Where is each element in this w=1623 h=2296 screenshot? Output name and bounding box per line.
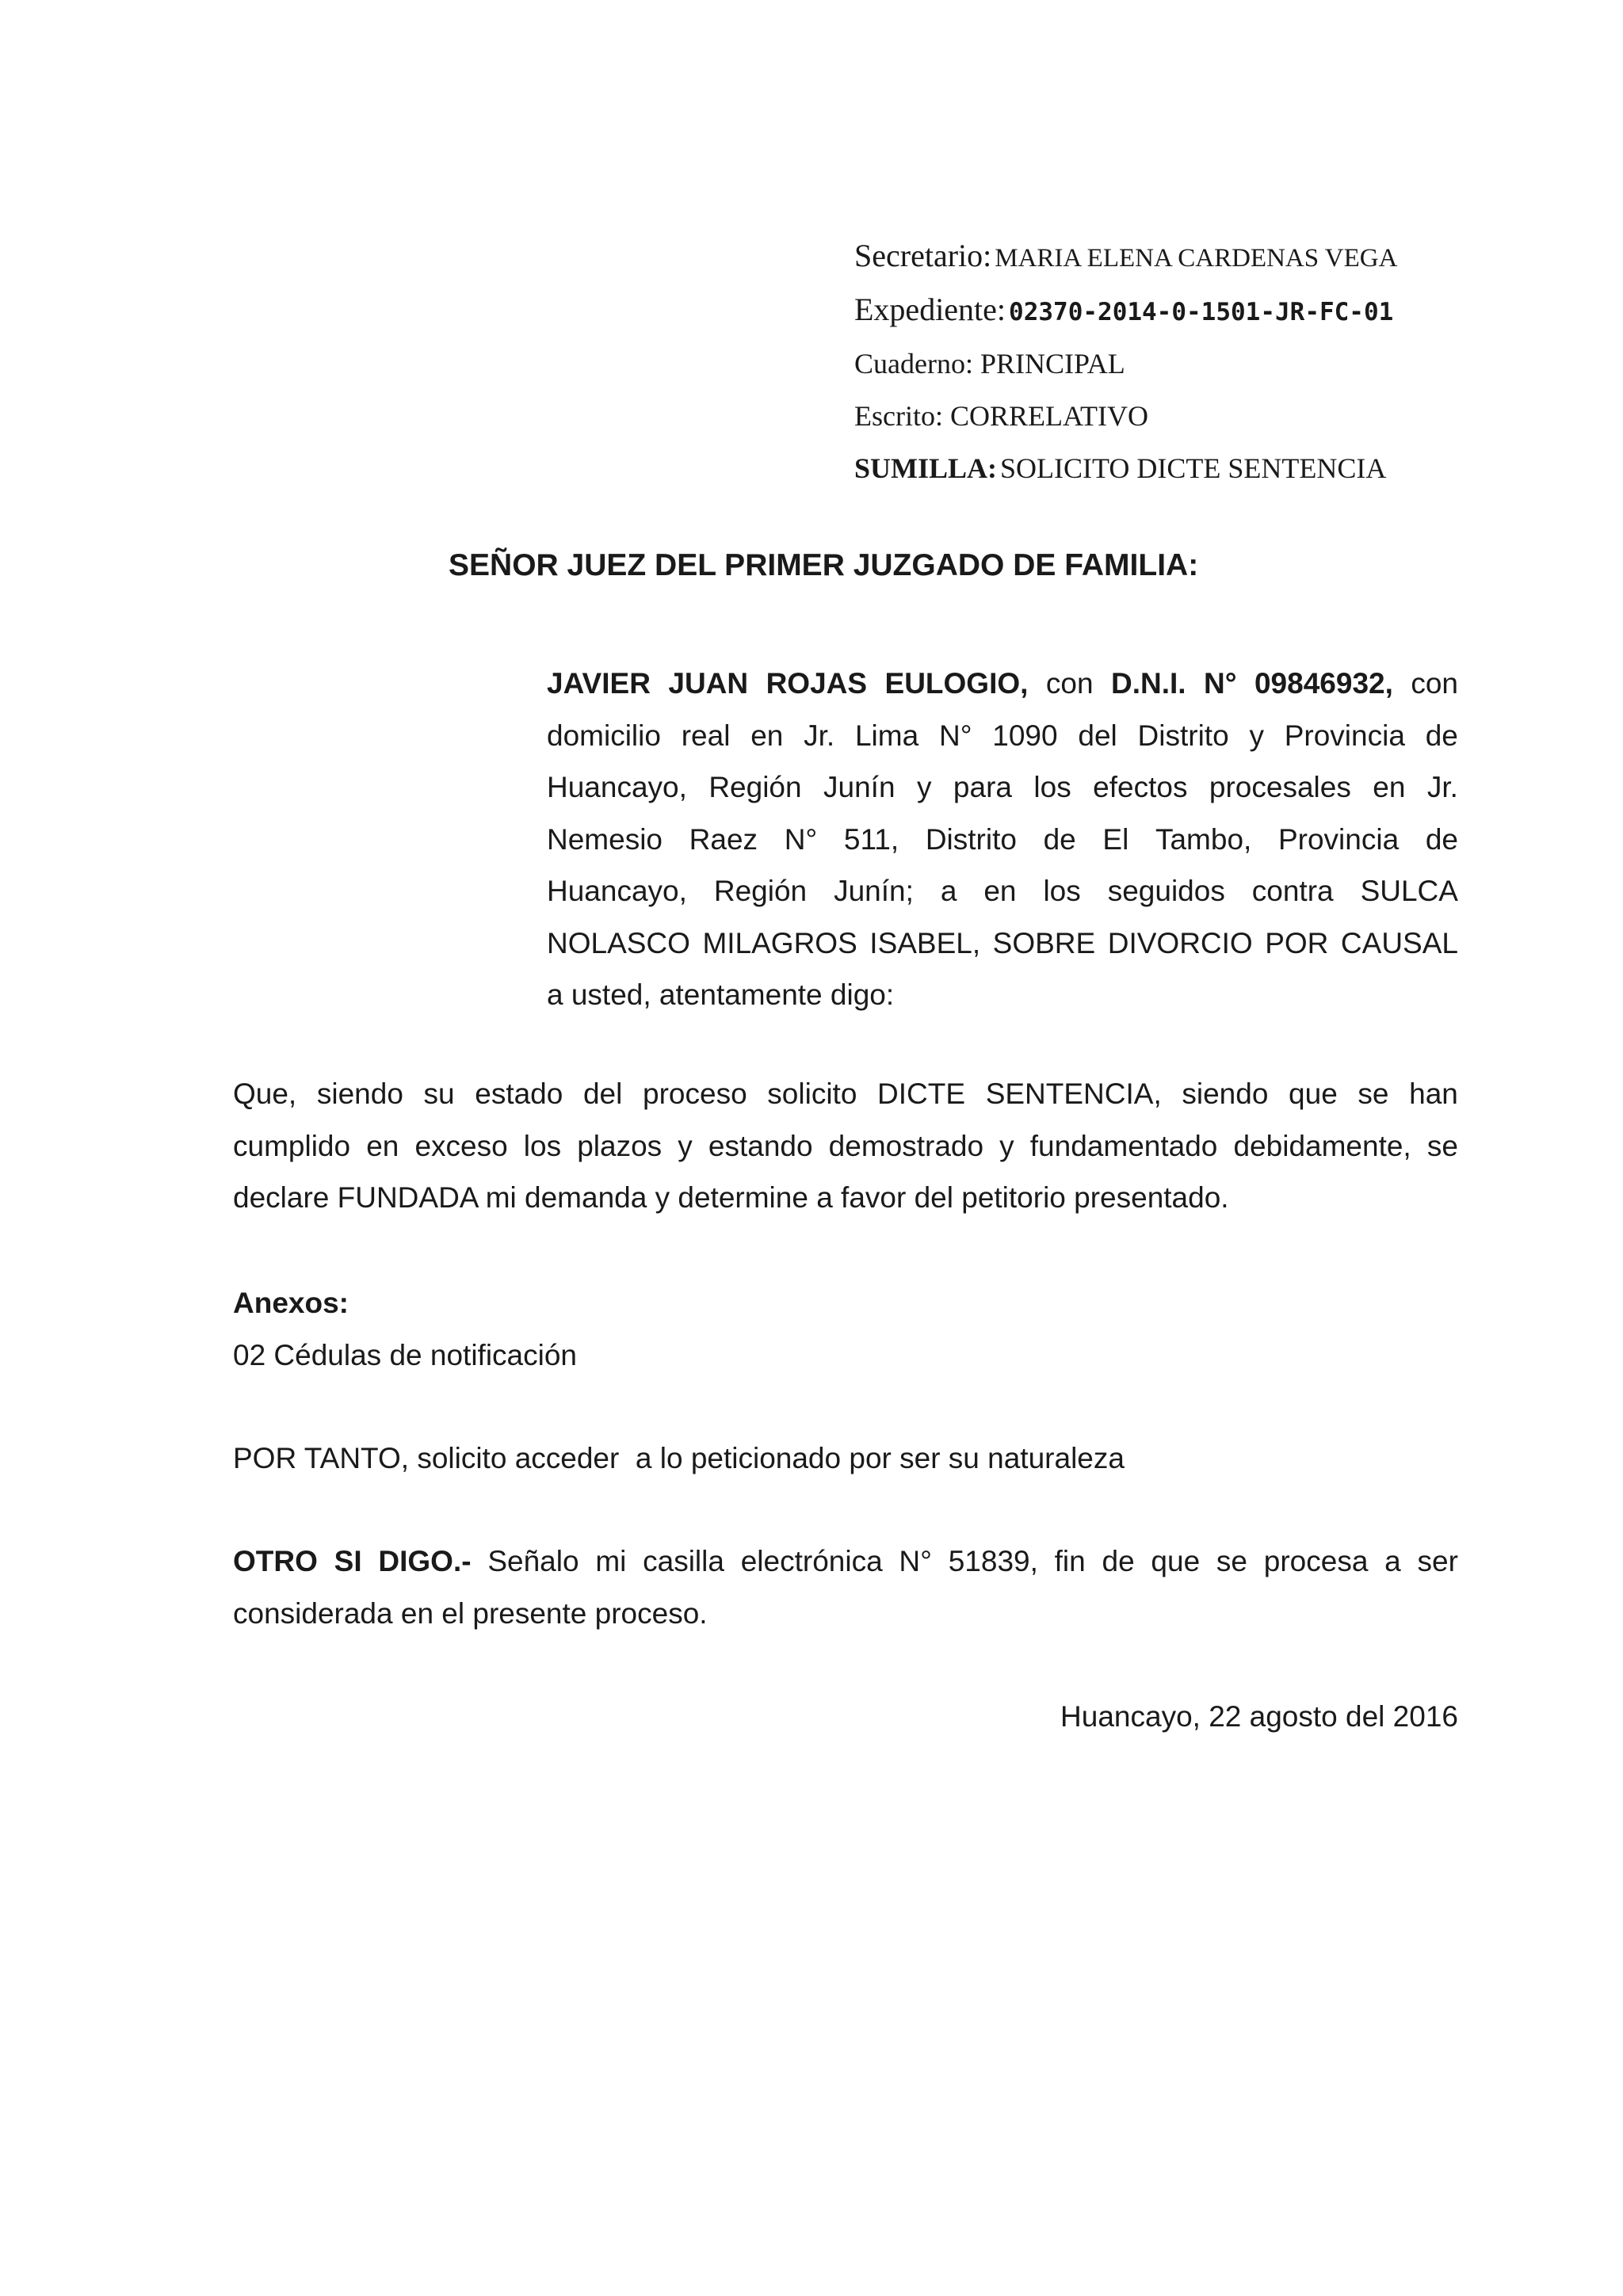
intro-word: D.N.I. xyxy=(1110,667,1186,700)
otrosi-word: N° xyxy=(899,1545,932,1577)
intro-word: de xyxy=(1425,719,1458,752)
intro-line-5 xyxy=(547,865,1458,917)
petition-word: del xyxy=(582,1077,623,1110)
otrosi-line-2: considerada en el presente proceso. xyxy=(233,1596,708,1630)
intro-word: JAVIER xyxy=(547,667,651,700)
intro-word: en xyxy=(1373,771,1406,803)
intro-word: N° xyxy=(784,822,818,856)
petition-word: se xyxy=(1358,1077,1389,1110)
intro-line-2 xyxy=(547,710,1458,762)
otrosi-word: fin xyxy=(1054,1545,1086,1577)
intro-word: de xyxy=(1425,822,1458,856)
case-header xyxy=(854,230,1568,494)
intro-word: ISABEL, xyxy=(869,926,981,959)
petition-word: en xyxy=(366,1129,399,1162)
intro-word: efectos xyxy=(1093,771,1188,803)
intro-word: JUAN xyxy=(668,667,749,700)
intro-word: los xyxy=(1043,875,1081,907)
sumilla-label: SUMILLA: xyxy=(854,452,998,484)
intro-word: domicilio xyxy=(547,719,661,752)
petition-word: siendo xyxy=(1182,1077,1269,1110)
petition-word: solicito xyxy=(767,1077,857,1110)
document-date: Huancayo, 22 agosto del 2016 xyxy=(1060,1700,1458,1733)
petition-word: proceso xyxy=(643,1077,747,1110)
otrosi-word: DIGO.- xyxy=(378,1545,472,1577)
petition-word: debidamente, xyxy=(1233,1129,1411,1162)
otrosi-word: de xyxy=(1102,1545,1135,1577)
intro-word: CAUSAL xyxy=(1340,926,1458,959)
petition-word: estado xyxy=(475,1077,563,1110)
intro-word: SOBRE xyxy=(992,926,1096,959)
intro-line-4 xyxy=(547,814,1458,866)
petition-line-2 xyxy=(233,1120,1458,1173)
intro-word: para xyxy=(953,771,1012,803)
secretario-label: Secretario: xyxy=(854,238,992,273)
petition-line-1 xyxy=(233,1068,1458,1120)
anexos-item: 02 Cédulas de notificación xyxy=(233,1338,578,1371)
por-tanto-section xyxy=(233,1432,1458,1485)
otrosi-word: se xyxy=(1216,1545,1247,1577)
anexos-section xyxy=(233,1277,1458,1381)
cuaderno-line: Cuaderno: PRINCIPAL xyxy=(854,348,1125,379)
expediente-value: 02370-2014-0-1501-JR-FC-01 xyxy=(1009,298,1394,326)
otrosi-word: a xyxy=(1384,1545,1401,1577)
expediente-label: Expediente: xyxy=(854,292,1006,327)
intro-word: Junín xyxy=(823,771,896,803)
intro-line-7: a usted, atentamente digo: xyxy=(547,978,895,1011)
petition-word: Que, xyxy=(233,1077,297,1110)
intro-word: Región xyxy=(708,771,802,803)
intro-word: Provincia xyxy=(1277,822,1400,856)
document-title: SEÑOR JUEZ DEL PRIMER JUZGADO DE FAMILIA: xyxy=(449,548,1199,582)
petition-word: cumplido xyxy=(233,1129,351,1162)
intro-word: Tambo, xyxy=(1155,822,1252,856)
intro-word: SULCA xyxy=(1360,875,1458,907)
intro-word: y xyxy=(1249,719,1264,752)
petition-word: fundamentado xyxy=(1029,1129,1218,1162)
intro-word: Distrito xyxy=(1137,719,1229,752)
petition-word: demostrado xyxy=(828,1129,984,1162)
petition-word: se xyxy=(1426,1129,1458,1162)
petition-word: SENTENCIA, xyxy=(985,1077,1162,1110)
petition-word: DICTE xyxy=(877,1077,966,1110)
intro-line-1 xyxy=(547,658,1458,710)
intro-word: los xyxy=(1033,771,1071,803)
expediente-line xyxy=(854,282,1568,338)
intro-line-3 xyxy=(547,761,1458,814)
intro-word: con xyxy=(1045,667,1094,700)
intro-word: N° xyxy=(938,719,972,752)
intro-word: del xyxy=(1078,719,1117,752)
intro-word: Jr. xyxy=(1426,771,1458,803)
intro-word: Región xyxy=(713,875,808,907)
petition-word: los xyxy=(523,1129,562,1162)
intro-word: El xyxy=(1102,822,1129,856)
secretario-line xyxy=(854,230,1568,282)
intro-word: Junín; xyxy=(834,875,914,907)
intro-word: Raez xyxy=(689,822,758,856)
intro-word: 1090 xyxy=(992,719,1058,752)
intro-word: 511, xyxy=(843,822,899,856)
intro-word: contra xyxy=(1251,875,1334,907)
intro-word: N° xyxy=(1204,667,1237,700)
intro-word: a xyxy=(940,875,957,907)
anexos-heading: Anexos: xyxy=(233,1287,349,1319)
intro-word: Jr. xyxy=(804,719,835,752)
otrosi-word: 51839, xyxy=(948,1545,1038,1577)
escrito-line: Escrito: CORRELATIVO xyxy=(854,400,1148,432)
otrosi-word: Señalo xyxy=(487,1545,579,1577)
intro-word: en xyxy=(750,719,784,752)
intro-paragraph xyxy=(547,658,1458,1021)
intro-word: Distrito xyxy=(925,822,1017,856)
otrosi-word: mi xyxy=(595,1545,627,1577)
petition-word: exceso xyxy=(414,1129,508,1162)
otrosi-word: electrónica xyxy=(740,1545,883,1577)
por-tanto-text: POR TANTO, solicito acceder a lo peticionado por ser su naturaleza xyxy=(233,1442,1125,1474)
intro-word: DIVORCIO xyxy=(1107,926,1253,959)
secretario-value: MARIA ELENA CARDENAS VEGA xyxy=(995,244,1398,273)
intro-word: EULOGIO, xyxy=(884,667,1029,700)
sumilla-value: SOLICITO DICTE SENTENCIA xyxy=(1000,452,1387,484)
petition-line-3: declare FUNDADA mi demanda y determine a favor del petitorio presentado. xyxy=(233,1181,1229,1214)
petition-paragraph xyxy=(233,1068,1458,1224)
otrosi-word: SI xyxy=(334,1545,362,1577)
dni-number: 09846932, xyxy=(1254,667,1393,700)
otrosi-word: procesa xyxy=(1263,1545,1369,1577)
petition-word: su xyxy=(423,1077,455,1110)
intro-word: MILAGROS xyxy=(702,926,857,959)
petition-word: que xyxy=(1289,1077,1338,1110)
intro-word: Huancayo, xyxy=(547,771,687,803)
petition-word: siendo xyxy=(316,1077,403,1110)
otrosi-word: que xyxy=(1151,1545,1201,1577)
intro-line-6 xyxy=(547,917,1458,970)
intro-word: en xyxy=(983,875,1017,907)
otrosi-word: casilla xyxy=(643,1545,724,1577)
intro-word: Lima xyxy=(854,719,919,752)
petition-word: plazos xyxy=(577,1129,663,1162)
petition-word: han xyxy=(1409,1077,1458,1110)
otro-si-digo-section xyxy=(233,1535,1458,1639)
intro-word: real xyxy=(681,719,731,752)
sumilla-line xyxy=(854,442,1568,494)
intro-word: procesales xyxy=(1209,771,1351,803)
intro-word: POR xyxy=(1265,926,1329,959)
petition-word: estando xyxy=(708,1129,813,1162)
intro-word: de xyxy=(1043,822,1076,856)
petition-word: y xyxy=(999,1129,1014,1162)
intro-word: Huancayo, xyxy=(547,875,687,907)
intro-word: Provincia xyxy=(1284,719,1405,752)
intro-word: seguidos xyxy=(1107,875,1225,907)
intro-word: y xyxy=(916,771,932,803)
intro-word: con xyxy=(1411,667,1458,700)
otrosi-word: OTRO xyxy=(233,1545,318,1577)
intro-word: ROJAS xyxy=(766,667,868,700)
intro-word: Nemesio xyxy=(547,822,663,856)
intro-word: NOLASCO xyxy=(547,926,690,959)
petition-word: y xyxy=(678,1129,693,1162)
otrosi-line-1 xyxy=(233,1535,1458,1588)
otrosi-word: ser xyxy=(1417,1545,1458,1577)
